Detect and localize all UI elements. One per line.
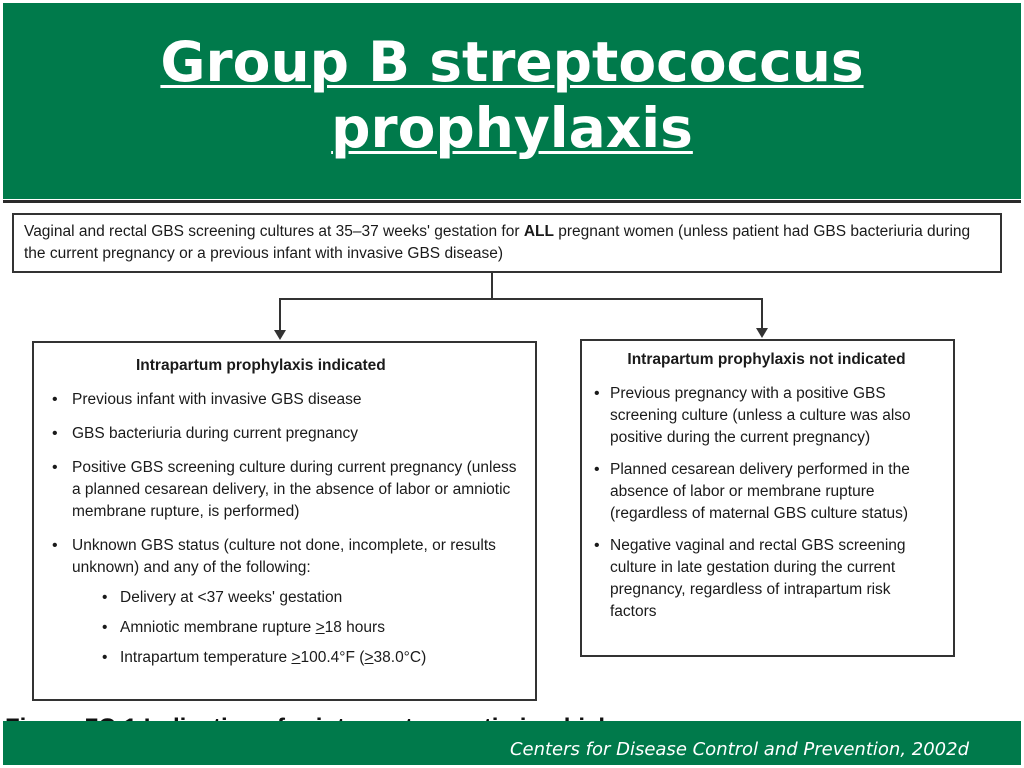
- ge-symbol: >: [291, 649, 301, 666]
- sub-item-rupture-value: 18 hours: [324, 619, 385, 636]
- screening-text-end: pregnant women (unless patient had GBS bacteriuria during the current pregnancy or a previous infant with invasive GBS disease): [24, 223, 971, 262]
- indicated-item-text: Unknown GBS status (culture not done, incomplete, or results unknown) and any of the following:: [72, 537, 496, 576]
- connector-horizontal: [279, 298, 763, 300]
- sub-item-rupture-prefix: Amniotic membrane rupture: [120, 619, 316, 636]
- ge-symbol: >: [364, 649, 374, 666]
- sub-item-temp-prefix: Intrapartum temperature: [120, 649, 292, 666]
- screening-text-bold: ALL: [523, 223, 554, 240]
- arrow-right-head: [756, 328, 768, 338]
- indicated-item: • Previous infant with invasive GBS disease: [48, 389, 521, 411]
- ge-symbol: >: [315, 619, 325, 636]
- source-citation: Centers for Disease Control and Prevention, 2002d: [509, 739, 969, 760]
- not-indicated-list: [594, 383, 939, 623]
- divider-rule: [3, 200, 1021, 203]
- connector-right-drop: [761, 298, 763, 330]
- indicated-list: [48, 389, 521, 669]
- slide-title: [3, 29, 1021, 161]
- arrow-left-head: [274, 330, 286, 340]
- not-indicated-item: • Negative vaginal and rectal GBS screening culture in late gestation during the current pregnancy, regardless of intrapartum risk factors: [594, 535, 939, 623]
- not-indicated-item: • Previous pregnancy with a positive GBS screening culture (unless a culture was also positive during the current pregnancy): [594, 383, 939, 449]
- sub-item-temperature: [72, 647, 521, 669]
- indicated-sublist: [72, 587, 521, 669]
- sub-item-rupture: [72, 617, 521, 639]
- prophylaxis-not-indicated-box: [580, 339, 955, 657]
- sub-item-temp-f: 100.4°F (: [300, 649, 365, 666]
- footer-banner: [3, 721, 1021, 765]
- connector-left-drop: [279, 298, 281, 332]
- not-indicated-heading: Intrapartum prophylaxis not indicated: [627, 351, 906, 368]
- slide-title-line-1: Group B streptococcus: [160, 30, 864, 94]
- indicated-heading: Intrapartum prophylaxis indicated: [136, 357, 386, 374]
- slide-title-line-2: prophylaxis: [331, 96, 693, 160]
- sub-item-temp-c: 38.0°C): [373, 649, 427, 666]
- indicated-item-unknown-status: [48, 535, 521, 669]
- screening-text-start: Vaginal and rectal GBS screening cultures at 35–37 weeks' gestation for: [24, 223, 524, 240]
- connector-vertical-main: [491, 273, 493, 299]
- prophylaxis-indicated-box: [32, 341, 537, 701]
- indicated-item: • GBS bacteriuria during current pregnancy: [48, 423, 521, 445]
- title-banner: [3, 3, 1021, 199]
- screening-box: [12, 213, 1002, 273]
- indicated-item: • Positive GBS screening culture during current pregnancy (unless a planned cesarean delivery, in the absence of labor or amniotic membrane rupture, is performed): [48, 457, 521, 523]
- not-indicated-item: • Planned cesarean delivery performed in the absence of labor or membrane rupture (regardless of maternal GBS culture status): [594, 459, 939, 525]
- sub-item-delivery: • Delivery at <37 weeks' gestation: [72, 587, 521, 609]
